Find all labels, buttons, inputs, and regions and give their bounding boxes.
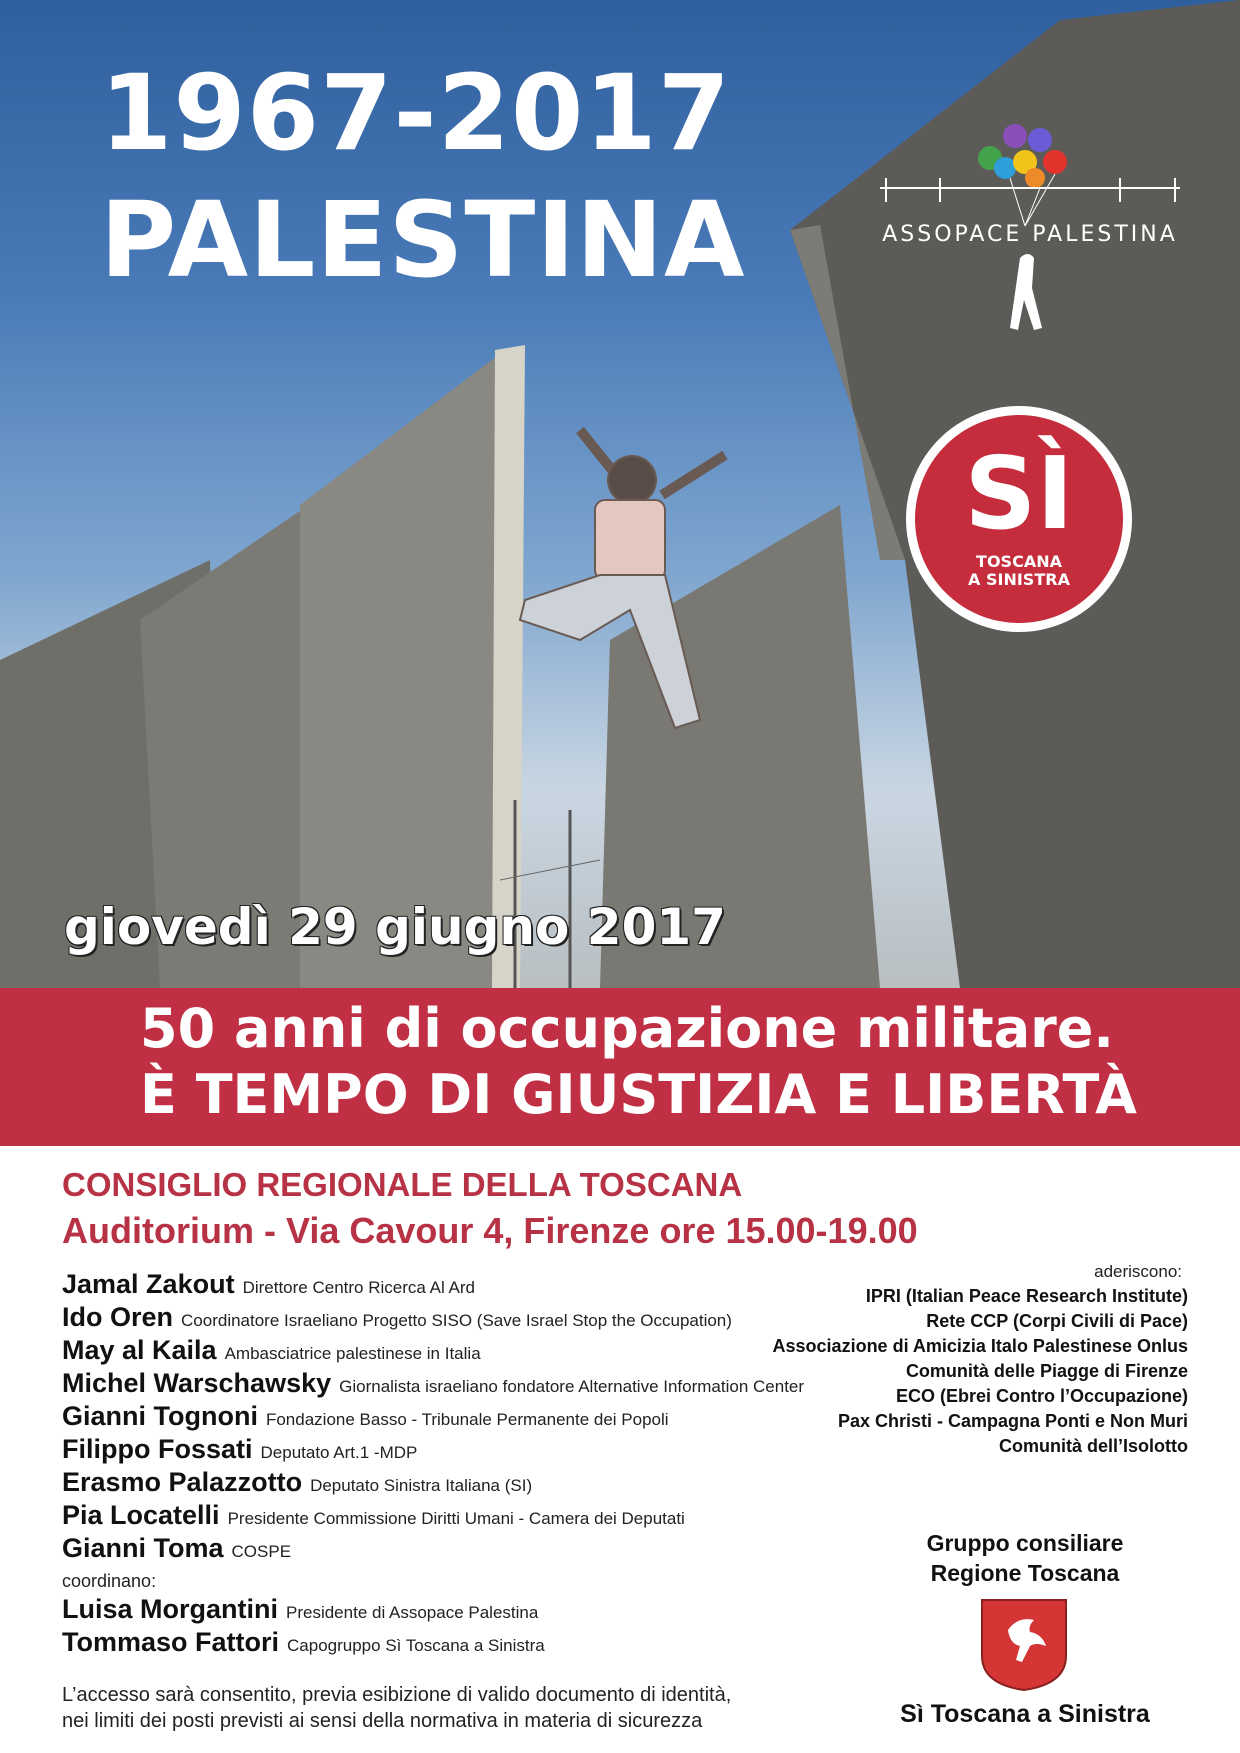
access-note-line2: nei limiti dei posti previsti ai sensi della normativa in materia di sicurezza xyxy=(62,1710,703,1732)
speaker-role: Presidente Commissione Diritti Umani - Camera dei Deputati xyxy=(227,1509,685,1528)
council-group xyxy=(880,1528,1170,1588)
speaker-row xyxy=(62,1499,822,1532)
si-logo-line1: TOSCANA xyxy=(976,552,1062,571)
venue-address: Auditorium - Via Cavour 4, Firenze ore 15.00-19.00 xyxy=(62,1210,918,1251)
adherent-item: ECO (Ebrei Contro l’Occupazione) xyxy=(895,1386,1188,1406)
coordinator-role: Capogruppo Sì Toscana a Sinistra xyxy=(287,1636,545,1655)
speaker-name: Filippo Fossati xyxy=(62,1434,253,1464)
adherent-item: Rete CCP (Corpi Civili di Pace) xyxy=(926,1311,1188,1331)
speaker-name: Ido Oren xyxy=(62,1302,174,1332)
speaker-role: Direttore Centro Ricerca Al Ard xyxy=(242,1278,475,1297)
si-toscana-logo xyxy=(906,406,1132,632)
headline-line1: 50 anni di occupazione militare. xyxy=(140,997,1114,1060)
speaker-role: COSPE xyxy=(231,1542,292,1561)
balloon-girl-icon xyxy=(850,118,1210,378)
coordinator-role: Presidente di Assopace Palestina xyxy=(286,1603,539,1622)
coordinator-name: Tommaso Fattori xyxy=(62,1627,280,1657)
council-group-line1: Gruppo consiliare xyxy=(926,1530,1124,1556)
assopace-logo xyxy=(850,118,1210,378)
adherent-item: IPRI (Italian Peace Research Institute) xyxy=(865,1286,1188,1306)
headline-band xyxy=(0,988,1240,1146)
speaker-role: Deputato Art.1 -MDP xyxy=(260,1443,418,1462)
council-group-line2: Regione Toscana xyxy=(930,1560,1120,1586)
regione-toscana-shield-icon xyxy=(978,1596,1070,1692)
title-years: 1967-2017 xyxy=(100,52,732,174)
adherents-label: aderiscono: xyxy=(1094,1262,1182,1281)
speaker-role: Ambasciatrice palestinese in Italia xyxy=(224,1344,481,1363)
speaker-name: Gianni Tognoni xyxy=(62,1401,258,1431)
coordinator-row xyxy=(62,1593,822,1626)
adherent-item: Associazione di Amicizia Italo Palestinese Onlus xyxy=(772,1336,1188,1356)
coordinator-name: Luisa Morgantini xyxy=(62,1594,278,1624)
coordinator-row xyxy=(62,1626,822,1659)
si-logo-line2: A SINISTRA xyxy=(968,570,1070,589)
speaker-name: Pia Locatelli xyxy=(62,1500,220,1530)
speaker-row xyxy=(62,1532,822,1565)
adherent-item: Comunità delle Piagge di Firenze xyxy=(905,1361,1188,1381)
access-note-line1: L’accesso sarà consentito, previa esibizione di valido documento di identità, xyxy=(62,1684,732,1706)
si-logo-mark: SÌ xyxy=(964,435,1074,552)
speaker-role: Fondazione Basso - Tribunale Permanente dei Popoli xyxy=(265,1410,669,1429)
speaker-row xyxy=(62,1466,822,1499)
access-note xyxy=(62,1682,731,1734)
adherent-item: Comunità dell’Isolotto xyxy=(999,1436,1188,1456)
speaker-name: Jamal Zakout xyxy=(62,1269,235,1299)
speaker-role: Deputato Sinistra Italiana (SI) xyxy=(310,1476,533,1495)
adherent-item: Pax Christi - Campagna Ponti e Non Muri xyxy=(837,1411,1188,1431)
event-date: giovedì 29 giugno 2017 xyxy=(64,898,726,956)
speaker-name: Gianni Toma xyxy=(62,1533,224,1563)
speaker-name: Erasmo Palazzotto xyxy=(62,1467,303,1497)
footer-group-name: Sì Toscana a Sinistra xyxy=(900,1700,1150,1728)
speaker-name: May al Kaila xyxy=(62,1335,217,1365)
speaker-role: Coordinatore Israeliano Progetto SISO (Save Israel Stop the Occupation) xyxy=(181,1311,732,1330)
venue-name: CONSIGLIO REGIONALE DELLA TOSCANA xyxy=(62,1166,743,1203)
coordinators-label: coordinano: xyxy=(62,1571,157,1591)
adherents-list xyxy=(668,1260,1188,1459)
speaker-role: Giornalista israeliano fondatore Alternative Information Center xyxy=(339,1377,805,1396)
assopace-name: ASSOPACE PALESTINA xyxy=(882,222,1178,247)
speaker-name: Michel Warschawsky xyxy=(62,1368,332,1398)
title-palestina: PALESTINA xyxy=(100,179,746,301)
headline-line2: È TEMPO DI GIUSTIZIA E LIBERTÀ xyxy=(140,1063,1137,1126)
